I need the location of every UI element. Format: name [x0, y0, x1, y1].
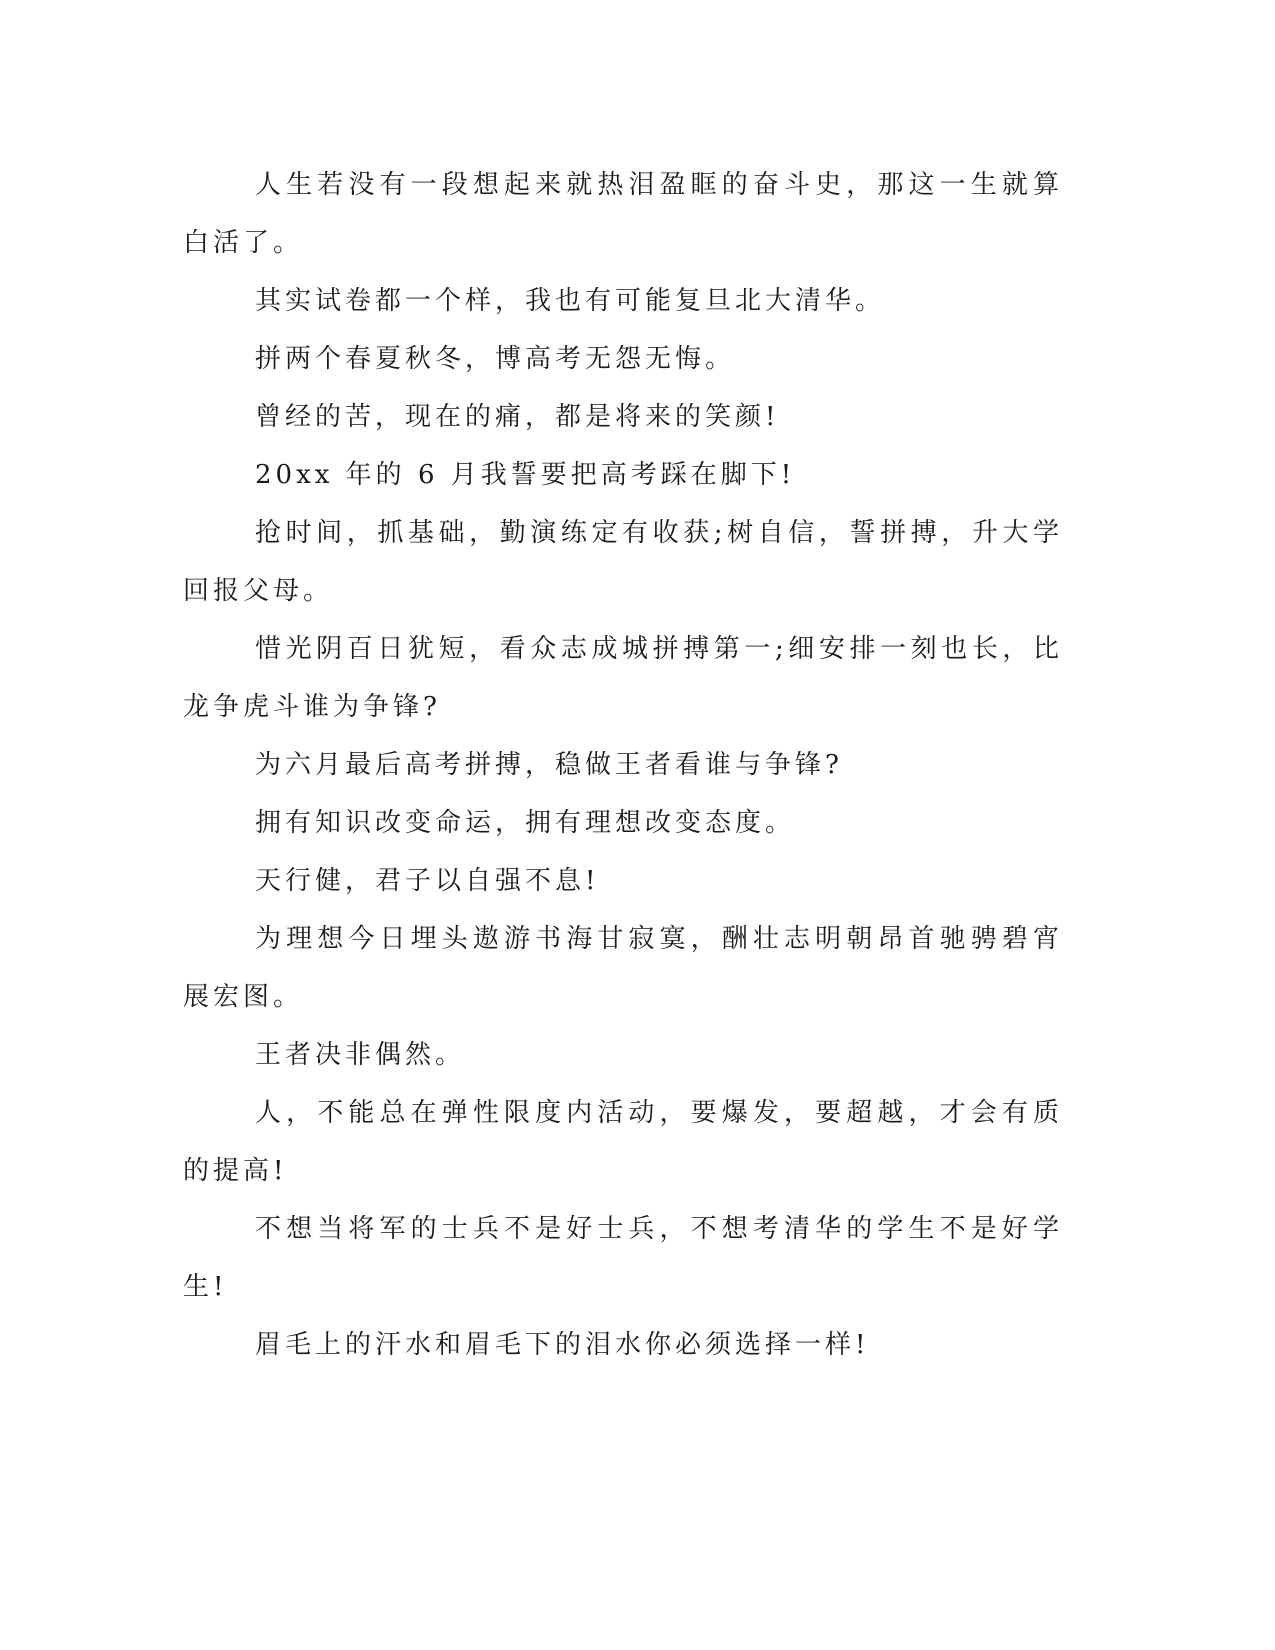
paragraph: 王者决非偶然。: [255, 1040, 466, 1070]
paragraph: 天行健，君子以自强不息!: [255, 866, 600, 896]
paragraph: 眉毛上的汗水和眉毛下的泪水你必须选择一样!: [255, 1330, 870, 1360]
paragraph: 不想当将军的士兵不是好士兵，不想考清华的学生不是好学生!: [183, 1214, 1063, 1302]
paragraph: 惜光阴百日犹短，看众志成城拼搏第一;细安排一刻也长，比龙争虎斗谁为争锋?: [183, 634, 1063, 722]
paragraph: 为六月最后高考拼搏，稳做王者看谁与争锋?: [255, 750, 843, 780]
paragraph: 人生若没有一段想起来就热泪盈眶的奋斗史，那这一生就算白活了。: [183, 170, 1063, 258]
document-body: [183, 156, 1063, 1374]
paragraph: 人，不能总在弹性限度内活动，要爆发，要超越，才会有质的提高!: [183, 1098, 1063, 1186]
paragraph: 20xx 年的 6 月我誓要把高考踩在脚下!: [255, 460, 796, 490]
paragraph: 拥有知识改变命运，拥有理想改变态度。: [255, 808, 796, 838]
paragraph: 曾经的苦，现在的痛，都是将来的笑颜!: [255, 402, 780, 432]
paragraph: 抢时间，抓基础，勤演练定有收获;树自信，誓拼搏，升大学回报父母。: [183, 518, 1063, 606]
paragraph: 其实试卷都一个样，我也有可能复旦北大清华。: [255, 286, 886, 316]
paragraph: 拼两个春夏秋冬，博高考无怨无悔。: [255, 344, 736, 374]
paragraph: 为理想今日埋头遨游书海甘寂寞，酬壮志明朝昂首驰骋碧宵展宏图。: [183, 924, 1063, 1012]
